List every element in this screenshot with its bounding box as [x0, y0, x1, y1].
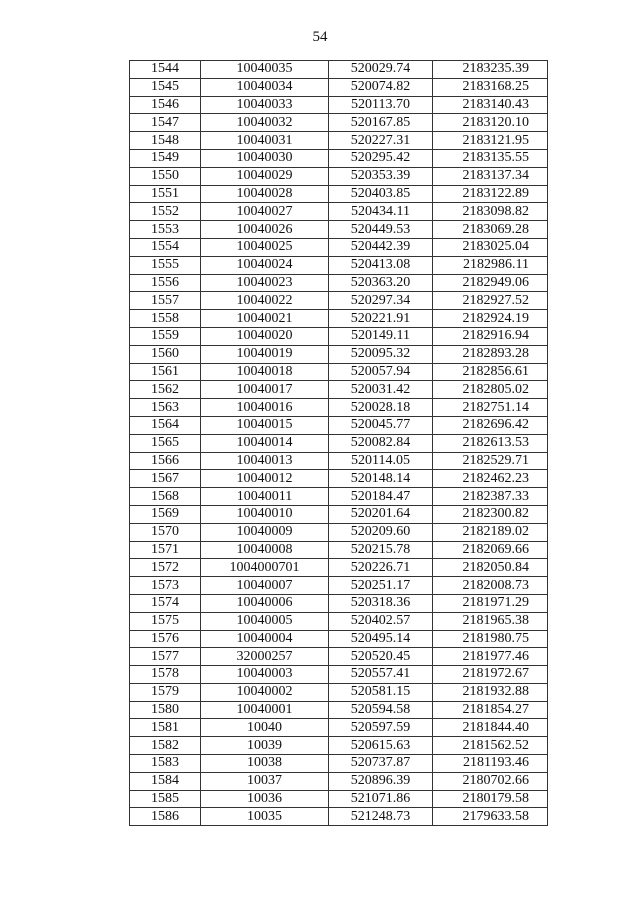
y-coordinate-cell: 2182050.84 — [433, 559, 548, 577]
point-code-cell: 10040026 — [201, 221, 329, 239]
point-number-cell: 1581 — [130, 719, 201, 737]
table-row — [130, 719, 548, 737]
x-coordinate-cell: 520597.59 — [329, 719, 433, 737]
point-number-cell: 1553 — [130, 221, 201, 239]
y-coordinate-cell: 2183069.28 — [433, 221, 548, 239]
point-number-cell: 1560 — [130, 345, 201, 363]
y-coordinate-cell: 2182924.19 — [433, 310, 548, 328]
point-number-cell: 1573 — [130, 577, 201, 595]
point-number-cell: 1557 — [130, 292, 201, 310]
table-row — [130, 434, 548, 452]
point-code-cell: 10040004 — [201, 630, 329, 648]
point-number-cell: 1556 — [130, 274, 201, 292]
table-row — [130, 292, 548, 310]
x-coordinate-cell: 520226.71 — [329, 559, 433, 577]
point-number-cell: 1575 — [130, 612, 201, 630]
point-number-cell: 1582 — [130, 737, 201, 755]
x-coordinate-cell: 520413.08 — [329, 256, 433, 274]
point-code-cell: 10040024 — [201, 256, 329, 274]
y-coordinate-cell: 2182300.82 — [433, 505, 548, 523]
y-coordinate-cell: 2182387.33 — [433, 488, 548, 506]
point-code-cell: 10040002 — [201, 683, 329, 701]
point-code-cell: 10040010 — [201, 505, 329, 523]
point-number-cell: 1550 — [130, 167, 201, 185]
x-coordinate-cell: 520031.42 — [329, 381, 433, 399]
point-code-cell: 10040033 — [201, 96, 329, 114]
point-number-cell: 1558 — [130, 310, 201, 328]
point-number-cell: 1572 — [130, 559, 201, 577]
point-number-cell: 1555 — [130, 256, 201, 274]
y-coordinate-cell: 2182008.73 — [433, 577, 548, 595]
x-coordinate-cell: 520434.11 — [329, 203, 433, 221]
x-coordinate-cell: 520402.57 — [329, 612, 433, 630]
table-row — [130, 78, 548, 96]
point-number-cell: 1545 — [130, 78, 201, 96]
table-row — [130, 221, 548, 239]
point-number-cell: 1567 — [130, 470, 201, 488]
y-coordinate-cell: 2183025.04 — [433, 238, 548, 256]
point-code-cell: 10040013 — [201, 452, 329, 470]
x-coordinate-cell: 520221.91 — [329, 310, 433, 328]
y-coordinate-cell: 2182805.02 — [433, 381, 548, 399]
point-number-cell: 1559 — [130, 327, 201, 345]
x-coordinate-cell: 520353.39 — [329, 167, 433, 185]
table-row — [130, 345, 548, 363]
y-coordinate-cell: 2183120.10 — [433, 114, 548, 132]
table-row — [130, 203, 548, 221]
x-coordinate-cell: 520209.60 — [329, 523, 433, 541]
y-coordinate-cell: 2183140.43 — [433, 96, 548, 114]
point-code-cell: 10040028 — [201, 185, 329, 203]
point-number-cell: 1570 — [130, 523, 201, 541]
x-coordinate-cell: 520442.39 — [329, 238, 433, 256]
x-coordinate-cell: 521071.86 — [329, 790, 433, 808]
y-coordinate-cell: 2183137.34 — [433, 167, 548, 185]
point-number-cell: 1586 — [130, 808, 201, 826]
y-coordinate-cell: 2179633.58 — [433, 808, 548, 826]
point-code-cell: 1004000701 — [201, 559, 329, 577]
table-row — [130, 327, 548, 345]
point-number-cell: 1551 — [130, 185, 201, 203]
table-row — [130, 167, 548, 185]
table-row — [130, 452, 548, 470]
table-row — [130, 594, 548, 612]
point-number-cell: 1576 — [130, 630, 201, 648]
y-coordinate-cell: 2182927.52 — [433, 292, 548, 310]
x-coordinate-cell: 520148.14 — [329, 470, 433, 488]
table-row — [130, 470, 548, 488]
point-number-cell: 1580 — [130, 701, 201, 719]
point-code-cell: 10040030 — [201, 149, 329, 167]
y-coordinate-cell: 2182949.06 — [433, 274, 548, 292]
table-row — [130, 310, 548, 328]
x-coordinate-cell: 520557.41 — [329, 666, 433, 684]
x-coordinate-cell: 520318.36 — [329, 594, 433, 612]
x-coordinate-cell: 520297.34 — [329, 292, 433, 310]
table-row — [130, 238, 548, 256]
point-code-cell: 10040008 — [201, 541, 329, 559]
x-coordinate-cell: 520184.47 — [329, 488, 433, 506]
point-number-cell: 1549 — [130, 149, 201, 167]
point-number-cell: 1574 — [130, 594, 201, 612]
table-row — [130, 577, 548, 595]
coordinate-table — [129, 60, 548, 826]
table-row — [130, 488, 548, 506]
point-number-cell: 1583 — [130, 755, 201, 773]
y-coordinate-cell: 2183121.95 — [433, 132, 548, 150]
x-coordinate-cell: 520227.31 — [329, 132, 433, 150]
table-row — [130, 132, 548, 150]
point-number-cell: 1546 — [130, 96, 201, 114]
point-code-cell: 10040027 — [201, 203, 329, 221]
point-code-cell: 10040007 — [201, 577, 329, 595]
table-row — [130, 541, 548, 559]
y-coordinate-cell: 2182189.02 — [433, 523, 548, 541]
y-coordinate-cell: 2181844.40 — [433, 719, 548, 737]
table-row — [130, 772, 548, 790]
x-coordinate-cell: 520594.58 — [329, 701, 433, 719]
y-coordinate-cell: 2181971.29 — [433, 594, 548, 612]
point-code-cell: 10040017 — [201, 381, 329, 399]
y-coordinate-cell: 2180179.58 — [433, 790, 548, 808]
y-coordinate-cell: 2182613.53 — [433, 434, 548, 452]
point-code-cell: 10040006 — [201, 594, 329, 612]
point-code-cell: 10040001 — [201, 701, 329, 719]
table-row — [130, 755, 548, 773]
point-code-cell: 10040029 — [201, 167, 329, 185]
point-number-cell: 1584 — [130, 772, 201, 790]
y-coordinate-cell: 2182069.66 — [433, 541, 548, 559]
y-coordinate-cell: 2181977.46 — [433, 648, 548, 666]
point-code-cell: 10040035 — [201, 61, 329, 79]
point-number-cell: 1547 — [130, 114, 201, 132]
point-code-cell: 10040015 — [201, 416, 329, 434]
table-row — [130, 399, 548, 417]
x-coordinate-cell: 520028.18 — [329, 399, 433, 417]
table-row — [130, 61, 548, 79]
y-coordinate-cell: 2181965.38 — [433, 612, 548, 630]
y-coordinate-cell: 2181932.88 — [433, 683, 548, 701]
x-coordinate-cell: 520114.05 — [329, 452, 433, 470]
table-row — [130, 737, 548, 755]
table-row — [130, 505, 548, 523]
y-coordinate-cell: 2183122.89 — [433, 185, 548, 203]
point-code-cell: 10040014 — [201, 434, 329, 452]
point-number-cell: 1569 — [130, 505, 201, 523]
x-coordinate-cell: 520045.77 — [329, 416, 433, 434]
point-number-cell: 1585 — [130, 790, 201, 808]
point-code-cell: 10040016 — [201, 399, 329, 417]
table-row — [130, 274, 548, 292]
point-code-cell: 10040005 — [201, 612, 329, 630]
y-coordinate-cell: 2183235.39 — [433, 61, 548, 79]
point-code-cell: 10040009 — [201, 523, 329, 541]
x-coordinate-cell: 520495.14 — [329, 630, 433, 648]
x-coordinate-cell: 520295.42 — [329, 149, 433, 167]
y-coordinate-cell: 2181562.52 — [433, 737, 548, 755]
x-coordinate-cell: 520095.32 — [329, 345, 433, 363]
y-coordinate-cell: 2183098.82 — [433, 203, 548, 221]
x-coordinate-cell: 520403.85 — [329, 185, 433, 203]
point-code-cell: 10039 — [201, 737, 329, 755]
point-code-cell: 10040034 — [201, 78, 329, 96]
y-coordinate-cell: 2182529.71 — [433, 452, 548, 470]
x-coordinate-cell: 520363.20 — [329, 274, 433, 292]
point-number-cell: 1554 — [130, 238, 201, 256]
y-coordinate-cell: 2181193.46 — [433, 755, 548, 773]
point-code-cell: 10040021 — [201, 310, 329, 328]
point-code-cell: 10036 — [201, 790, 329, 808]
x-coordinate-cell: 521248.73 — [329, 808, 433, 826]
point-number-cell: 1548 — [130, 132, 201, 150]
table-row — [130, 612, 548, 630]
point-code-cell: 10040018 — [201, 363, 329, 381]
x-coordinate-cell: 520149.11 — [329, 327, 433, 345]
table-row — [130, 96, 548, 114]
point-number-cell: 1571 — [130, 541, 201, 559]
point-code-cell: 32000257 — [201, 648, 329, 666]
coordinate-table-body — [130, 61, 548, 826]
point-code-cell: 10040011 — [201, 488, 329, 506]
point-code-cell: 10040032 — [201, 114, 329, 132]
point-number-cell: 1577 — [130, 648, 201, 666]
table-row — [130, 790, 548, 808]
x-coordinate-cell: 520167.85 — [329, 114, 433, 132]
table-row — [130, 648, 548, 666]
x-coordinate-cell: 520029.74 — [329, 61, 433, 79]
table-row — [130, 523, 548, 541]
x-coordinate-cell: 520057.94 — [329, 363, 433, 381]
y-coordinate-cell: 2182916.94 — [433, 327, 548, 345]
y-coordinate-cell: 2182751.14 — [433, 399, 548, 417]
y-coordinate-cell: 2181980.75 — [433, 630, 548, 648]
point-number-cell: 1562 — [130, 381, 201, 399]
table-row — [130, 256, 548, 274]
table-row — [130, 559, 548, 577]
x-coordinate-cell: 520449.53 — [329, 221, 433, 239]
x-coordinate-cell: 520215.78 — [329, 541, 433, 559]
table-row — [130, 149, 548, 167]
y-coordinate-cell: 2181972.67 — [433, 666, 548, 684]
table-row — [130, 683, 548, 701]
point-number-cell: 1566 — [130, 452, 201, 470]
x-coordinate-cell: 520896.39 — [329, 772, 433, 790]
point-number-cell: 1552 — [130, 203, 201, 221]
point-number-cell: 1565 — [130, 434, 201, 452]
point-code-cell: 10040031 — [201, 132, 329, 150]
y-coordinate-cell: 2182893.28 — [433, 345, 548, 363]
table-row — [130, 416, 548, 434]
point-number-cell: 1544 — [130, 61, 201, 79]
point-code-cell: 10040025 — [201, 238, 329, 256]
y-coordinate-cell: 2182696.42 — [433, 416, 548, 434]
x-coordinate-cell: 520201.64 — [329, 505, 433, 523]
table-row — [130, 808, 548, 826]
point-number-cell: 1578 — [130, 666, 201, 684]
page-number: 54 — [312, 29, 328, 45]
table-row — [130, 666, 548, 684]
y-coordinate-cell: 2182856.61 — [433, 363, 548, 381]
point-code-cell: 10040020 — [201, 327, 329, 345]
point-number-cell: 1563 — [130, 399, 201, 417]
y-coordinate-cell: 2183168.25 — [433, 78, 548, 96]
y-coordinate-cell: 2183135.55 — [433, 149, 548, 167]
point-code-cell: 10040019 — [201, 345, 329, 363]
y-coordinate-cell: 2182986.11 — [433, 256, 548, 274]
x-coordinate-cell: 520520.45 — [329, 648, 433, 666]
point-number-cell: 1579 — [130, 683, 201, 701]
point-code-cell: 10037 — [201, 772, 329, 790]
point-code-cell: 10035 — [201, 808, 329, 826]
point-number-cell: 1564 — [130, 416, 201, 434]
table-row — [130, 114, 548, 132]
table-row — [130, 630, 548, 648]
table-row — [130, 363, 548, 381]
point-code-cell: 10040023 — [201, 274, 329, 292]
y-coordinate-cell: 2180702.66 — [433, 772, 548, 790]
point-code-cell: 10040012 — [201, 470, 329, 488]
x-coordinate-cell: 520074.82 — [329, 78, 433, 96]
x-coordinate-cell: 520581.15 — [329, 683, 433, 701]
table-row — [130, 381, 548, 399]
point-number-cell: 1568 — [130, 488, 201, 506]
y-coordinate-cell: 2182462.23 — [433, 470, 548, 488]
point-code-cell: 10040003 — [201, 666, 329, 684]
x-coordinate-cell: 520737.87 — [329, 755, 433, 773]
point-code-cell: 10040 — [201, 719, 329, 737]
table-row — [130, 701, 548, 719]
point-number-cell: 1561 — [130, 363, 201, 381]
x-coordinate-cell: 520082.84 — [329, 434, 433, 452]
x-coordinate-cell: 520251.17 — [329, 577, 433, 595]
table-row — [130, 185, 548, 203]
y-coordinate-cell: 2181854.27 — [433, 701, 548, 719]
point-code-cell: 10038 — [201, 755, 329, 773]
x-coordinate-cell: 520113.70 — [329, 96, 433, 114]
x-coordinate-cell: 520615.63 — [329, 737, 433, 755]
point-code-cell: 10040022 — [201, 292, 329, 310]
